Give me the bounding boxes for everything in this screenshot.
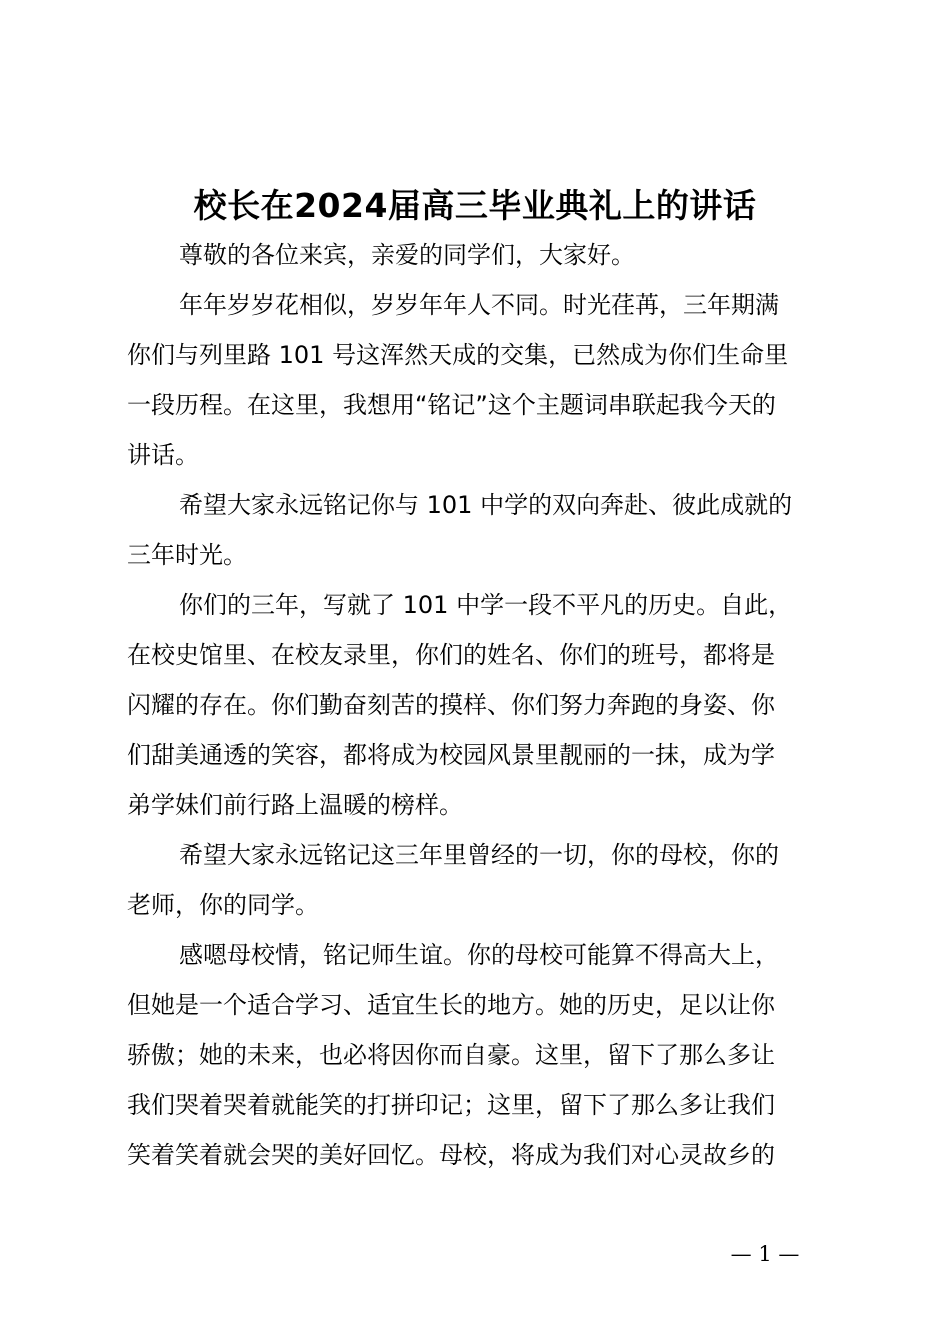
text-line: 你们的三年，写就了 101 中学一段不平凡的历史。自此， <box>179 591 793 619</box>
text-line: 笑着笑着就会哭的美好回忆。母校，将成为我们对心灵故乡的 <box>127 1141 775 1169</box>
text-line: 三年时光。 <box>127 541 247 569</box>
document-body <box>127 230 837 1180</box>
text-line: 在校史馆里、在校友录里，你们的姓名、你们的班号，都将是 <box>127 641 775 669</box>
document-title: 校长在2024届高三毕业典礼上的讲话 <box>193 186 757 225</box>
text-line: 老师，你的同学。 <box>127 891 319 919</box>
text-line: 弟学妹们前行路上温暖的榜样。 <box>127 791 463 819</box>
page-number: — 1 — <box>730 1242 800 1266</box>
text-line: 我们哭着哭着就能笑的打拼印记；这里，留下了那么多让我们 <box>127 1091 775 1119</box>
text-line: 闪耀的存在。你们勤奋刻苦的摸样、你们努力奔跑的身姿、你 <box>127 691 775 719</box>
text-line: 感嗯母校情，铭记师生谊。你的母校可能算不得高大上， <box>179 941 779 969</box>
text-line: 年年岁岁花相似，岁岁年年人不同。时光荏苒，三年期满 <box>179 291 779 319</box>
text-line: 尊敬的各位来宾，亲爱的同学们，大家好。 <box>179 241 635 269</box>
text-line: 希望大家永远铭记你与 101 中学的双向奔赴、彼此成就的 <box>179 491 793 519</box>
text-line: 你们与列里路 101 号这浑然天成的交集，已然成为你们生命里 <box>127 341 789 369</box>
text-line: 讲话。 <box>127 441 199 469</box>
text-line: 骄傲；她的未来，也必将因你而自豪。这里，留下了那么多让 <box>127 1041 775 1069</box>
text-line: 但她是一个适合学习、适宜生长的地方。她的历史，足以让你 <box>127 991 775 1019</box>
text-line: 希望大家永远铭记这三年里曾经的一切，你的母校，你的 <box>179 841 779 869</box>
text-line: 一段历程。在这里，我想用“铭记”这个主题词串联起我今天的 <box>127 391 776 419</box>
text-line: 们甜美通透的笑容，都将成为校园风景里靓丽的一抹，成为学 <box>127 741 775 769</box>
